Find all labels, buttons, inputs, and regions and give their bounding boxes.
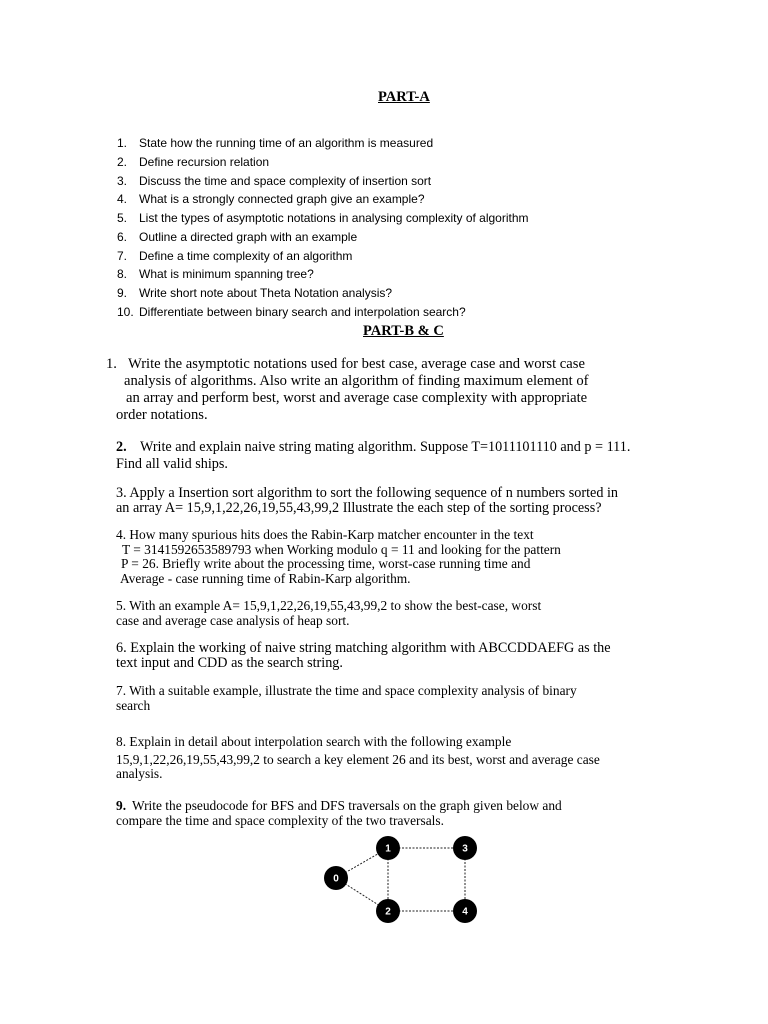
question-line: order notations. <box>116 407 208 423</box>
list-item-number: 4. <box>117 192 128 206</box>
question-line: 4. How many spurious hits does the Rabin-Karp matcher encounter in the text <box>116 527 534 542</box>
question-number: 1. <box>106 356 117 372</box>
question-line: Write the asymptotic notations used for best case, average case and worst case <box>128 356 585 372</box>
graph-nodes <box>324 836 477 923</box>
graph-node-label: 0 <box>333 873 339 885</box>
graph-node-label: 1 <box>385 843 391 855</box>
question-line: analysis. <box>116 766 163 781</box>
part-bc-heading: PART-B & C <box>363 323 444 339</box>
list-item-text: Define a time complexity of an algorithm <box>139 249 353 263</box>
question-line: Write and explain naive string mating algorithm. Suppose T=1011101110 and p = 111. <box>140 439 631 455</box>
question-line: P = 26. Briefly write about the processing time, worst-case running time and <box>121 556 531 571</box>
graph-node-1 <box>376 836 400 860</box>
list-item-text: State how the running time of an algorithm is measured <box>139 136 434 150</box>
graph-node-0 <box>324 866 348 890</box>
question-line: Find all valid ships. <box>116 456 228 472</box>
part-a-heading: PART-A <box>378 89 430 105</box>
list-item-number: 2. <box>117 155 128 169</box>
question-3 <box>116 486 618 515</box>
list-item-text: Differentiate between binary search and interpolation search? <box>139 305 466 319</box>
question-number: 9. <box>116 798 127 813</box>
question-line: case and average case analysis of heap sort. <box>116 612 350 628</box>
question-line: 5. With an example A= 15,9,1,22,26,19,55,43,99,2 to show the best-case, worst <box>116 598 542 613</box>
list-item-number: 1. <box>117 136 128 150</box>
graph-node-3 <box>453 836 477 860</box>
list-item-number: 3. <box>117 174 128 188</box>
graph-node-label: 2 <box>385 906 391 918</box>
list-item-text: Outline a directed graph with an example <box>139 230 358 244</box>
graph-node-label: 4 <box>462 906 468 918</box>
question-line: Average - case running time of Rabin-Karp algorithm. <box>120 571 411 586</box>
question-line: T = 3141592653589793 when Working modulo q = 11 and looking for the pattern <box>122 542 561 557</box>
graph-edges <box>336 848 465 911</box>
list-item-text: Discuss the time and space complexity of insertion sort <box>139 174 432 188</box>
list-item-text: What is a strongly connected graph give an example? <box>139 192 425 206</box>
list-item-text: List the types of asymptotic notations in analysing complexity of algorithm <box>139 211 529 225</box>
list-item-text: Define recursion relation <box>139 155 270 169</box>
list-item-text: What is minimum spanning tree? <box>139 267 314 281</box>
graph-node-4 <box>453 899 477 923</box>
list-item-number: 8. <box>117 267 128 281</box>
list-item-number: 6. <box>117 230 128 244</box>
graph-figure <box>318 834 482 926</box>
question-6 <box>116 641 611 670</box>
question-line: 7. With a suitable example, illustrate the time and space complexity analysis of binary <box>116 683 577 698</box>
list-item-text: Write short note about Theta Notation analysis? <box>139 286 393 300</box>
question-line: 6. Explain the working of naive string matching algorithm with ABCCDDAEFG as the <box>116 640 611 656</box>
question-line: analysis of algorithms. Also write an algorithm of finding maximum element of <box>124 373 589 389</box>
question-line: compare the time and space complexity of the two traversals. <box>116 813 444 828</box>
list-item-number: 5. <box>117 211 128 225</box>
list-item-number: 10. <box>117 305 134 319</box>
question-number: 2. <box>116 439 127 455</box>
question-line: text input and CDD as the search string. <box>116 654 343 671</box>
question-5 <box>116 599 541 628</box>
question-line: an array and perform best, worst and average case complexity with appropriate <box>126 390 588 406</box>
question-line: an array A= 15,9,1,22,26,19,55,43,99,2 Illustrate the each step of the sorting process? <box>116 499 602 516</box>
question-7 <box>116 684 577 713</box>
question-line: 3. Apply a Insertion sort algorithm to sort the following sequence of n numbers sorted in <box>116 485 618 501</box>
list-item-number: 7. <box>117 249 128 263</box>
question-line: search <box>116 697 151 713</box>
list-item-number: 9. <box>117 286 128 300</box>
graph-node-label: 3 <box>462 843 468 855</box>
graph-node-2 <box>376 899 400 923</box>
question-line: 8. Explain in detail about interpolation search with the following example <box>116 734 512 749</box>
question-line: 15,9,1,22,26,19,55,43,99,2 to search a key element 26 and its best, worst and average case <box>116 752 600 767</box>
question-line: Write the pseudocode for BFS and DFS traversals on the graph given below and <box>132 798 562 813</box>
